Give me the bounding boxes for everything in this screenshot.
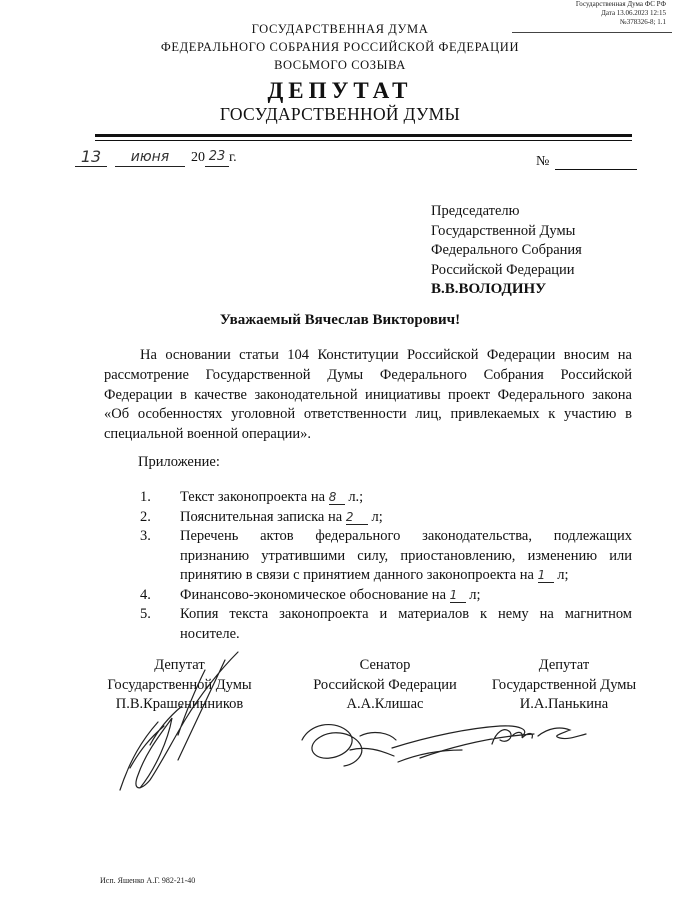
signatory-name: П.В.Крашенинников [115,696,244,712]
org-line-3: ВОСЬМОГО СОЗЫВА [274,58,406,72]
signature-3 [420,728,586,758]
letterhead-subtitle: ГОСУДАРСТВЕННОЙ ДУМЫ [219,104,461,124]
addressee-line-2: Государственной Думы [431,222,576,239]
signature-1 [120,652,238,790]
salutation: Уважаемый Вячеслав Викторович! [219,312,461,328]
letterhead-rule-thin [95,140,632,141]
org-line-1: ГОСУДАРСТВЕННАЯ ДУМА [251,22,429,36]
number-blank [555,155,637,170]
date-month: июня [115,148,185,167]
list-item [104,586,632,606]
date-day: 13 [75,148,107,167]
handwritten-fill: 2 [346,510,368,525]
list-item-text: Пояснительная записка на 2 л; [180,508,383,525]
letterhead-rule-thick [95,134,632,137]
list-item-number: 1. [140,489,151,505]
stamp-line-3: №378326-8; 1.1 [620,18,666,26]
body-paragraph [104,346,632,445]
signatory-name: И.А.Панькина [519,696,609,712]
executor-footer: Исп. Яшенко А.Г. 982-21-40 [100,876,196,885]
list-item-number: 2. [140,508,151,525]
handwritten-fill: 1 [538,568,554,583]
stamp-line-2: Дата 13.06.2023 12:15 [601,9,666,17]
list-item [104,508,632,528]
signature-2 [302,725,525,766]
list-item-number: 3. [140,528,151,544]
signatory-org: Государственной Думы [107,676,252,693]
list-item [104,488,632,508]
list-item-text: Текст законопроекта на 8 л.; [180,489,364,505]
addressee-line-4: Российской Федерации [431,261,575,278]
addressee-line-3: Федерального Собрания [431,242,582,258]
handwritten-fill: 1 [450,588,466,603]
signatory-role: Депутат [154,657,205,673]
document-number [536,154,637,170]
list-item-number: 5. [140,606,151,622]
body-text: На основании статьи 104 Конституции Российской Федерации вносим на рассмотрение Государственной Думы Федерального Собрания Российской Федерации в качестве законодательной инициативы проект Федерального закона «Об особенностях уголовной ответственности лиц, привлекаемых к участию в специальной военной операции». [104,347,632,443]
date-suffix: г. [229,150,237,165]
signatory-org: Российской Федерации [313,676,457,693]
signatory-role: Депутат [538,657,590,673]
addressee-name: В.В.ВОЛОДИНУ [431,281,547,297]
handwritten-fill: 8 [329,490,345,505]
letterhead-title: ДЕПУТАТ [267,78,413,103]
appendix-list [104,488,632,644]
list-item-text: Перечень актов федерального законодательства, подлежащих признанию утратившими силу, приостановлению, изменению или принятию в связи с принятием данного законопроекта на 1 л; [180,528,632,583]
list-item-text: Копия текста законопроекта и материалов к нему на магнитном носителе. [180,606,632,642]
number-label: № [536,154,550,169]
list-item-number: 4. [140,586,151,603]
stamp-line-1: Государственная Дума ФС РФ [575,0,666,8]
date-year-suffix: 23 [205,148,229,167]
date-field [75,148,237,167]
signatory-org: Государственной Думы [491,676,637,693]
list-item-text: Финансово-экономическое обоснование на 1 л; [180,586,481,603]
handwritten-signatures [0,640,680,810]
appendix-label: Приложение: [138,454,220,470]
signatory-role: Сенатор [359,657,411,673]
org-line-2: ФЕДЕРАЛЬНОГО СОБРАНИЯ РОССИЙСКОЙ ФЕДЕРАЦИИ [160,40,520,54]
list-item [104,605,632,644]
addressee-block [431,202,582,300]
addressee-line-1: Председателю [431,203,520,219]
signatory-name: А.А.Клишас [346,696,424,712]
date-year-prefix: 20 [191,150,205,165]
list-item [104,527,632,586]
